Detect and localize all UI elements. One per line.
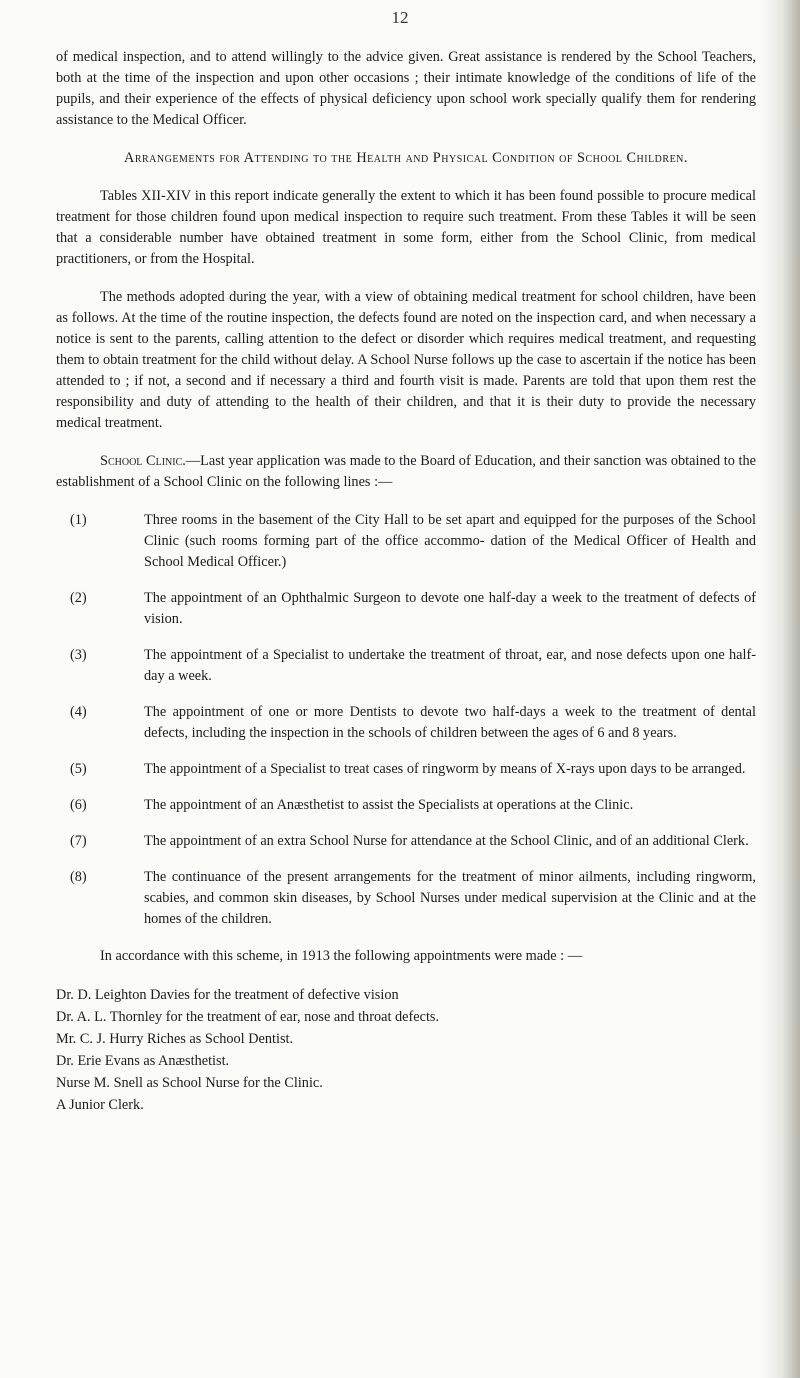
list-item: [56, 867, 756, 930]
list-item-text: The appointment of a Specialist to treat cases of ringworm by means of X-rays upon days to be arranged.: [144, 761, 746, 777]
list-item-text: The continuance of the present arrangements for the treatment of minor ailments, including ringworm, scabies, and common skin diseases, by School Nurses under medical supervision at the Clinic and at the homes of the children.: [144, 869, 756, 927]
list-item: [56, 795, 756, 816]
list-item-number: (5): [70, 761, 87, 777]
paragraph-methods: The methods adopted during the year, with a view of obtaining medical treatment for school children, have been as follows. At the time of the routine inspection, the defects found are noted on the inspection card, and when necessary a notice is sent to the parents, calling attention to the defect or disorder which requires medical treatment, and requesting them to obtain treatment for the child without delay. A School Nurse follows up the case to ascertain if the notice has been attended to ; if not, a second and if necessary a third and fourth visit is made. Parents are told that upon them rest the responsibility and duty of attending to the health of their children, and that it is their duty to provide the necessary medical treatment.: [56, 289, 756, 431]
paragraph-school-clinic: [56, 451, 756, 493]
paragraph-tables: Tables XII-XIV in this report indicate generally the extent to which it has been found possible to procure medical treatment for those children found upon medical inspection to require such treatment. From these Tables it will be seen that a considerable number have obtained treatment in some form, either from the School Clinic, from medical practitioners, or from the Hospital.: [56, 188, 756, 267]
list-item: [56, 831, 756, 852]
list-item: [56, 588, 756, 630]
list-item: [56, 510, 756, 573]
appointment-item: Dr. A. L. Thornley for the treatment of ear, nose and throat defects.: [56, 1009, 440, 1025]
list-item-text: The appointment of an Ophthalmic Surgeon to devote one half-day a week to the treatment of defects of vision.: [144, 590, 756, 627]
school-clinic-lead: School Clinic.: [100, 453, 186, 469]
appointment-item: Mr. C. J. Hurry Riches as School Dentist.: [56, 1031, 294, 1047]
list-item-text: The appointment of an extra School Nurse for attendance at the School Clinic, and of an additional Clerk.: [144, 833, 749, 849]
clinic-lines-list: [56, 510, 756, 930]
intro-paragraph: of medical inspection, and to attend willingly to the advice given. Great assistance is rendered by the School Teachers, both at the time of the inspection and upon other occasions ; their intimate knowledge of the conditions of life of the pupils, and their experience of the effects of physical deficiency upon school work specially qualify them for rendering assistance to the Medical Officer.: [56, 49, 756, 128]
page-edge-shadow: [760, 0, 800, 1378]
list-item-number: (2): [70, 590, 87, 606]
list-item-text: The appointment of a Specialist to undertake the treatment of throat, ear, and nose defects upon one half-day a week.: [144, 647, 756, 684]
list-item-text: The appointment of an Anæsthetist to assist the Specialists at operations at the Clinic.: [144, 797, 634, 813]
list-item-text: The appointment of one or more Dentists to devote two half-days a week to the treatment of dental defects, including the inspection in the schools of children between the ages of 6 and 8 years.: [144, 704, 756, 741]
school-clinic-text: —Last year application was made to the Board of Education, and their sanction was obtained to the establishment of a School Clinic on the following lines :—: [56, 453, 756, 490]
list-item-number: (1): [70, 512, 87, 528]
appointment-item: Dr. D. Leighton Davies for the treatment of defective vision: [56, 987, 399, 1003]
list-item-number: (4): [70, 704, 87, 720]
list-item-number: (3): [70, 647, 87, 663]
appointment-item: Nurse M. Snell as School Nurse for the Clinic.: [56, 1075, 323, 1091]
list-item: [56, 702, 756, 744]
appointments-list: [56, 984, 756, 1116]
list-item: [56, 645, 756, 687]
section-heading: Arrangements for Attending to the Health and Physical Condition of School Children.: [124, 150, 688, 166]
appointment-item: A Junior Clerk.: [56, 1097, 144, 1113]
list-item-text: Three rooms in the basement of the City Hall to be set apart and equipped for the purposes of the School Clinic (such rooms forming part of the office accommo- dation of the Medical Officer of Health and School Medical Officer.): [144, 512, 756, 570]
page-number: 12: [391, 8, 409, 27]
appointment-item: Dr. Erie Evans as Anæsthetist.: [56, 1053, 230, 1069]
list-item: [56, 759, 756, 780]
list-item-number: (7): [70, 833, 87, 849]
list-item-number: (8): [70, 869, 87, 885]
list-item-number: (6): [70, 797, 87, 813]
paragraph-accordance: In accordance with this scheme, in 1913 the following appointments were made : —: [100, 948, 582, 964]
document-body: [56, 47, 756, 1116]
